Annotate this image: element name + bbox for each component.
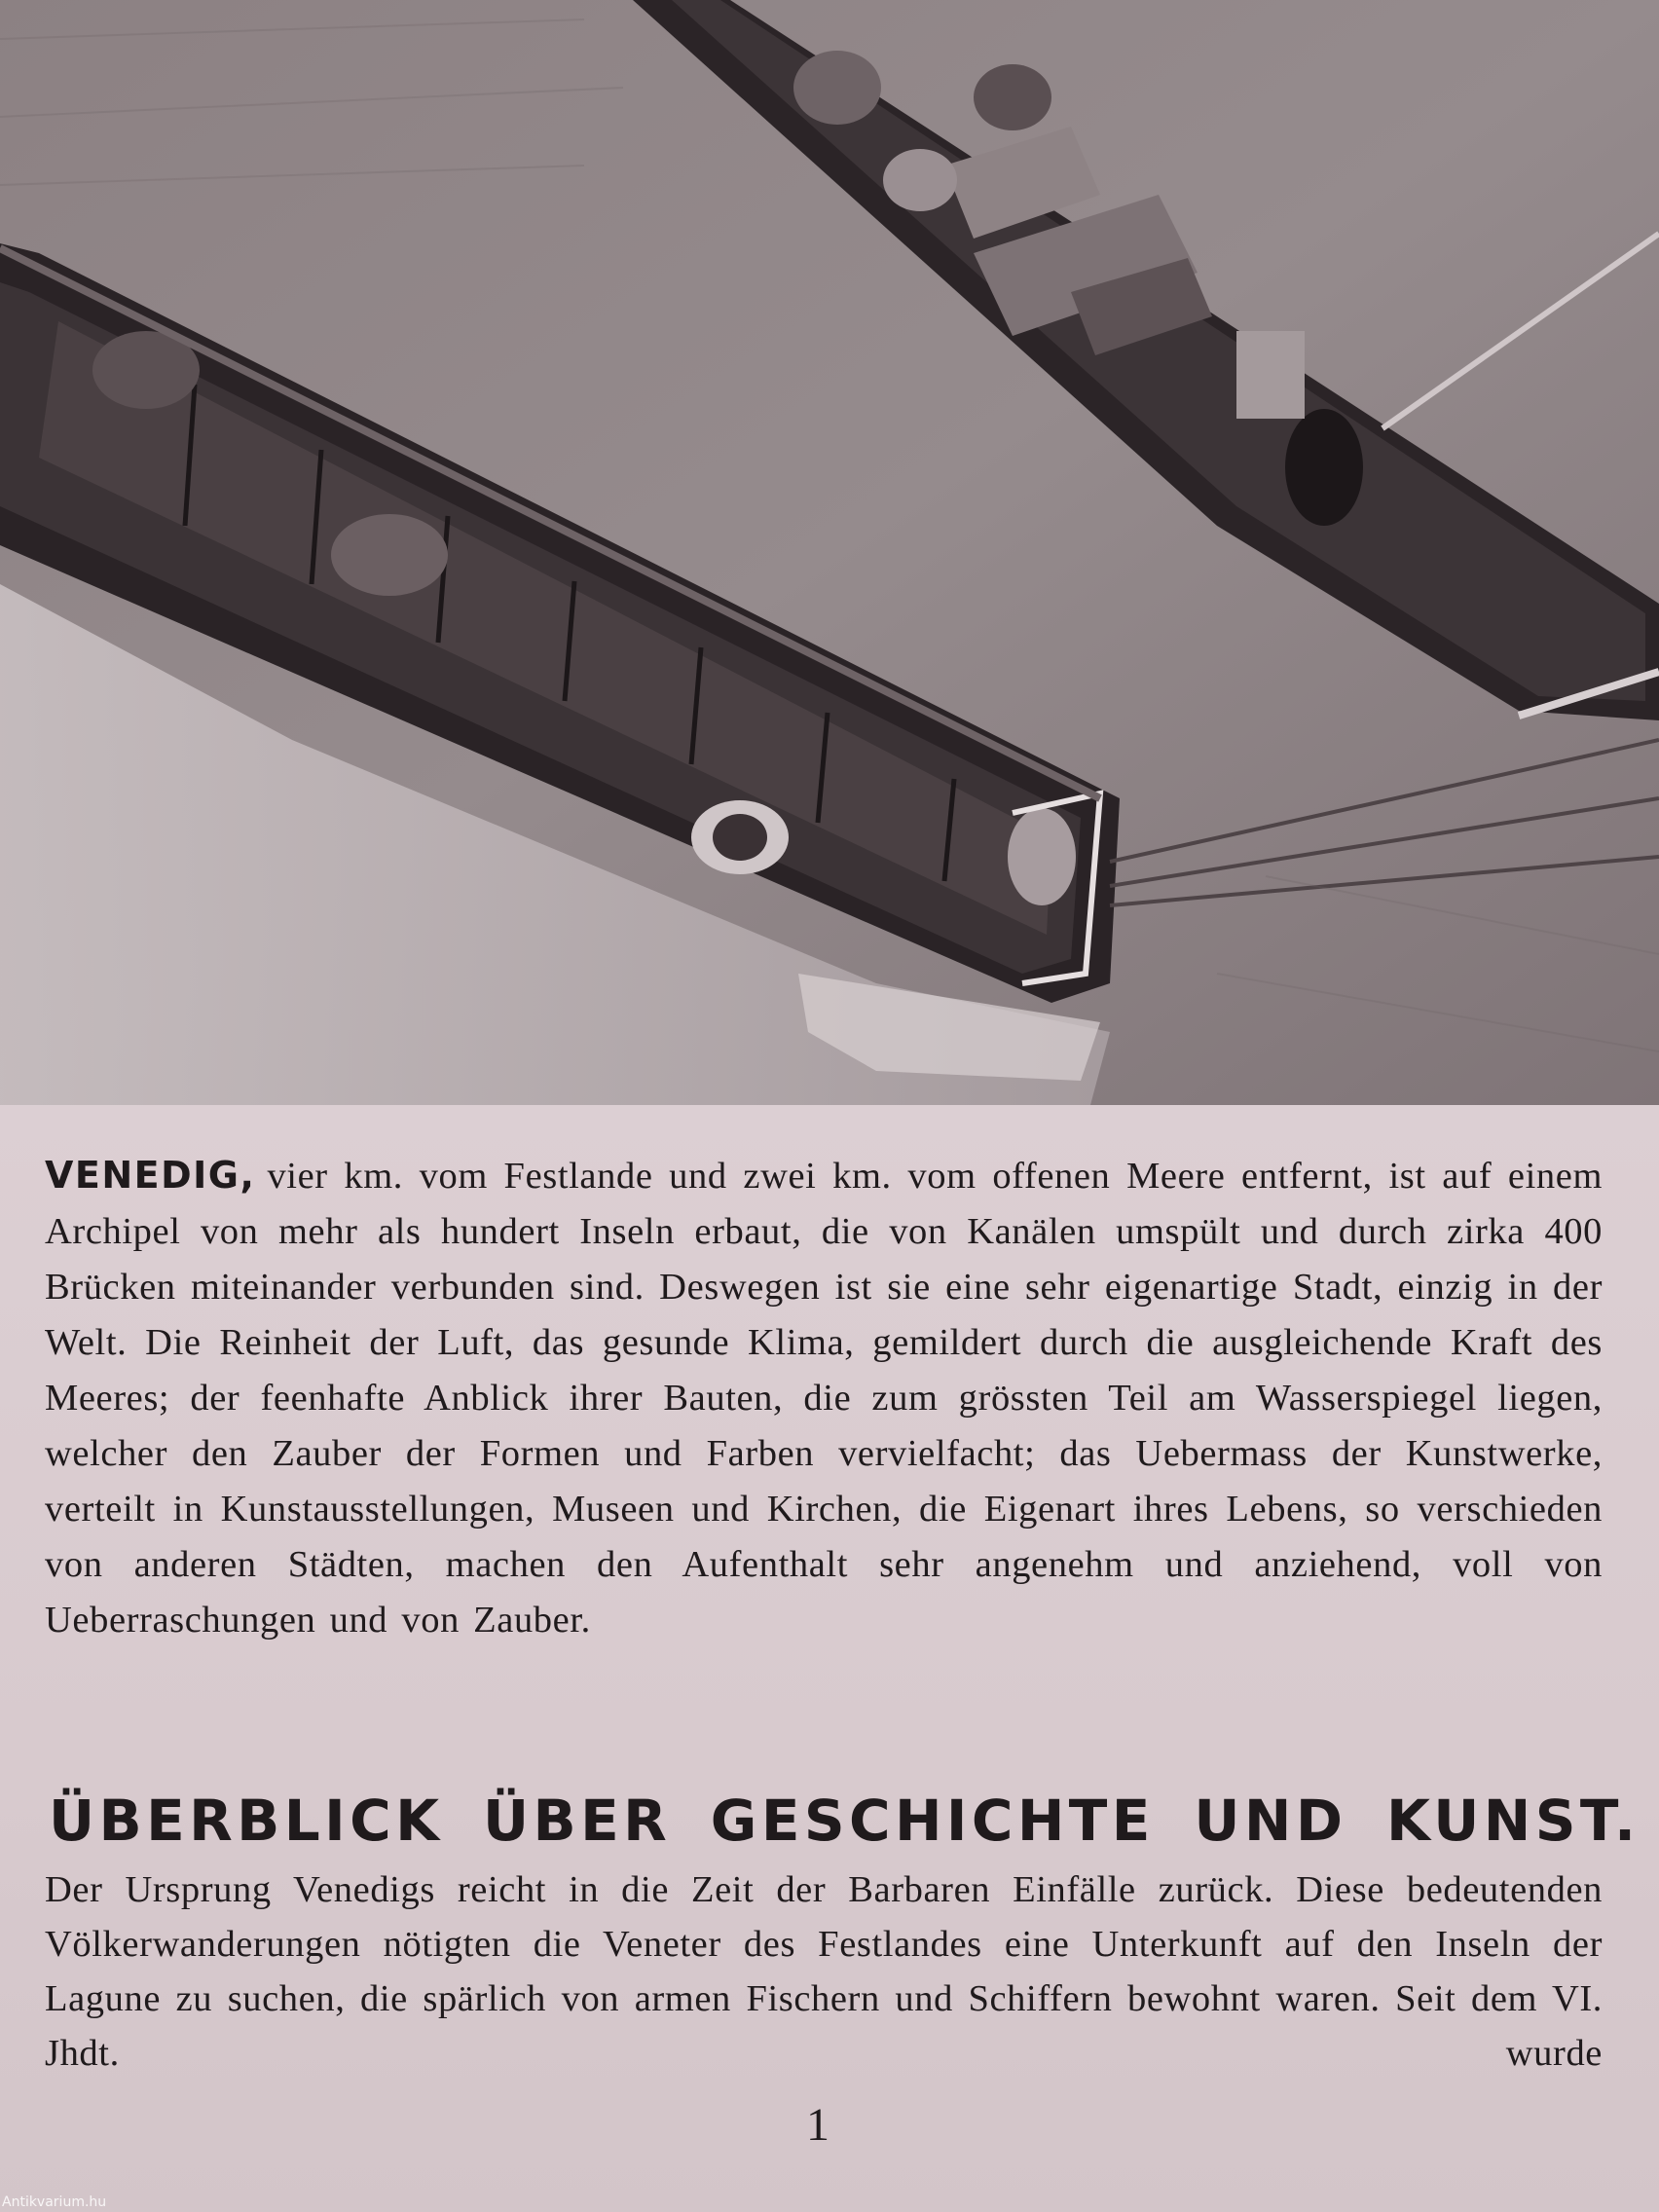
intro-text: vier km. vom Festlande und zwei km. vom offenen Meere entfernt, ist auf einem Archipel von mehr als hundert Inseln erbaut, die von Kanälen umspült und durch zirka 400 Brücken miteinander verbunden sind. Deswegen ist sie eine sehr eigenartige Stadt, einzig in der Welt. Die Reinheit der Luft, das gesunde Klima, gemildert durch die ausgleichende Kraft des Meeres; der feenhafte Anblick ihrer Bauten, die zum grössten Teil am Wasserspiegel liegen, welcher den Zauber der Formen und Farben vervielfacht; das Uebermass der Kunstwerke, verteilt in Kunstausstellungen, Museen und Kirchen, die Eigenart ihres Lebens, so verschieden von anderen Städten, machen den Aufenthalt sehr angenehm und anziehend, voll von Ueberraschungen und von Zauber. <box>45 1156 1603 1641</box>
text-page <box>0 1105 1659 2212</box>
watermark: Antikvarium.hu <box>2 2194 107 2210</box>
intro-lead-word: VENEDIG, <box>45 1154 256 1197</box>
aerial-photo <box>0 0 1659 1105</box>
page-number: 1 <box>806 2099 830 2151</box>
history-paragraph: Der Ursprung Venedigs reicht in die Zeit der Barbaren Einfälle zurück. Diese bedeutenden Völkerwanderungen nötigten die Veneter des Festlandes eine Unterkunft auf den Inseln der Lagune zu suchen, die spärlich von armen Fischern und Schiffern bewohnt waren. Seit dem VI. Jhdt. wurde <box>45 1869 1603 2074</box>
aerial-gondolas-photo-icon <box>0 0 1659 1105</box>
intro-paragraph <box>45 1148 1603 1648</box>
section-heading: ÜBERBLICK ÜBER GESCHICHTE UND KUNST. <box>49 1788 1641 1854</box>
